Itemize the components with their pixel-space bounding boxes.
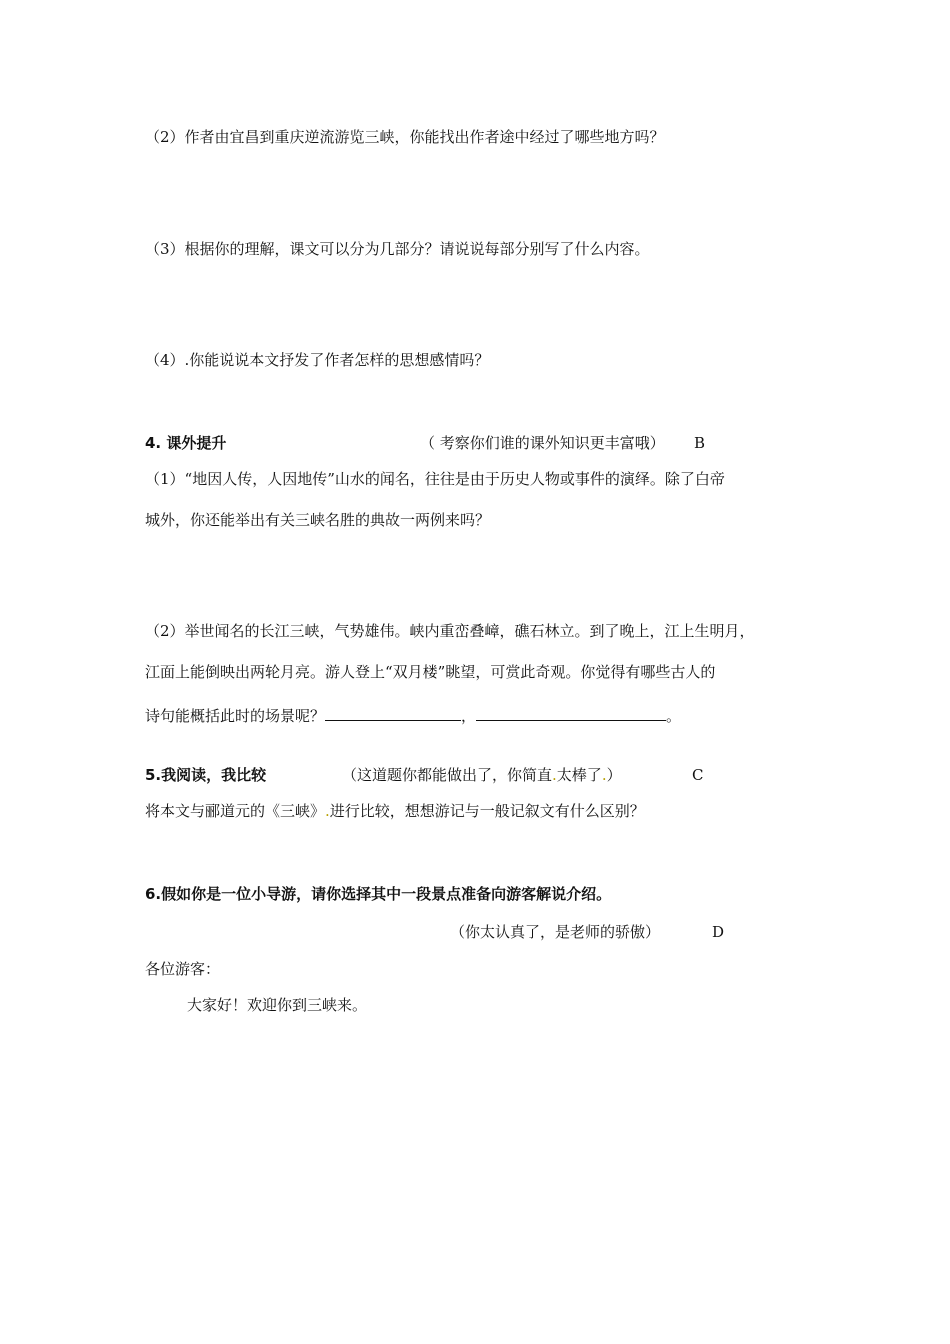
section-5-level: C xyxy=(692,766,704,784)
section-4-note: （ 考察你们谁的课外知识更丰富哦） xyxy=(420,434,665,452)
answer-blank-2[interactable] xyxy=(476,704,666,721)
section-4-heading: 4. 课外提升 xyxy=(145,434,227,452)
section-6-note: （你太认真了，是老师的骄傲） xyxy=(450,923,661,941)
question-5-body xyxy=(145,801,645,821)
section-5-note-part-b: 太棒了 xyxy=(556,766,602,784)
section-5-note-part-a: （这道题你都能做出了，你简直 xyxy=(342,766,553,784)
question-5-body-part-b: 进行比较，想想游记与一般记叙文有什么区别？ xyxy=(329,802,645,820)
guide-opening: 大家好！欢迎你到三峡来。 xyxy=(187,996,368,1014)
answer-blank-1[interactable] xyxy=(325,704,461,721)
question-3-4: （4）.你能说说本文抒发了作者怎样的思想感情吗？ xyxy=(145,351,490,369)
guide-greeting: 各位游客： xyxy=(145,960,221,978)
section-6-heading: 6.假如你是一位小导游，请你选择其中一段景点准备向游客解说介绍。 xyxy=(145,885,612,903)
question-4-1-line1: （1）“地因人传，人因地传”山水的闻名，往往是由于历史人物或事件的演绎。除了白帝 xyxy=(145,470,725,488)
question-4-2-prompt: 诗句能概括此时的场景呢？ xyxy=(145,707,326,725)
emphasis-dot: . xyxy=(325,802,330,820)
question-4-2-line2: 江面上能倒映出两轮月亮。游人登上“双月楼”眺望，可赏此奇观。你觉得有哪些古人的 xyxy=(145,663,716,681)
section-6-level: D xyxy=(712,923,725,941)
question-5-body-part-a: 将本文与郦道元的《三峡》 xyxy=(145,802,326,820)
question-4-2-line3 xyxy=(145,704,681,726)
blank-end-period: 。 xyxy=(666,707,682,725)
section-5-note xyxy=(342,765,622,785)
emphasis-dot: . xyxy=(552,766,557,784)
section-4-level: B xyxy=(694,434,706,452)
blank-separator-comma: ， xyxy=(461,707,477,725)
emphasis-dot: . xyxy=(601,766,607,784)
question-3-3: （3）根据你的理解，课文可以分为几部分？请说说每部分别写了什么内容。 xyxy=(145,240,650,258)
question-3-2: （2）作者由宜昌到重庆逆流游览三峡，你能找出作者途中经过了哪些地方吗？ xyxy=(145,128,665,146)
section-5-heading: 5.我阅读，我比较 xyxy=(145,766,267,784)
question-4-1-line2: 城外，你还能举出有关三峡名胜的典故一两例来吗？ xyxy=(145,511,491,529)
section-5-note-part-c: ） xyxy=(606,766,622,784)
question-4-2-line1: （2）举世闻名的长江三峡，气势雄伟。峡内重峦叠嶂，礁石林立。到了晚上，江上生明月， xyxy=(145,622,755,640)
